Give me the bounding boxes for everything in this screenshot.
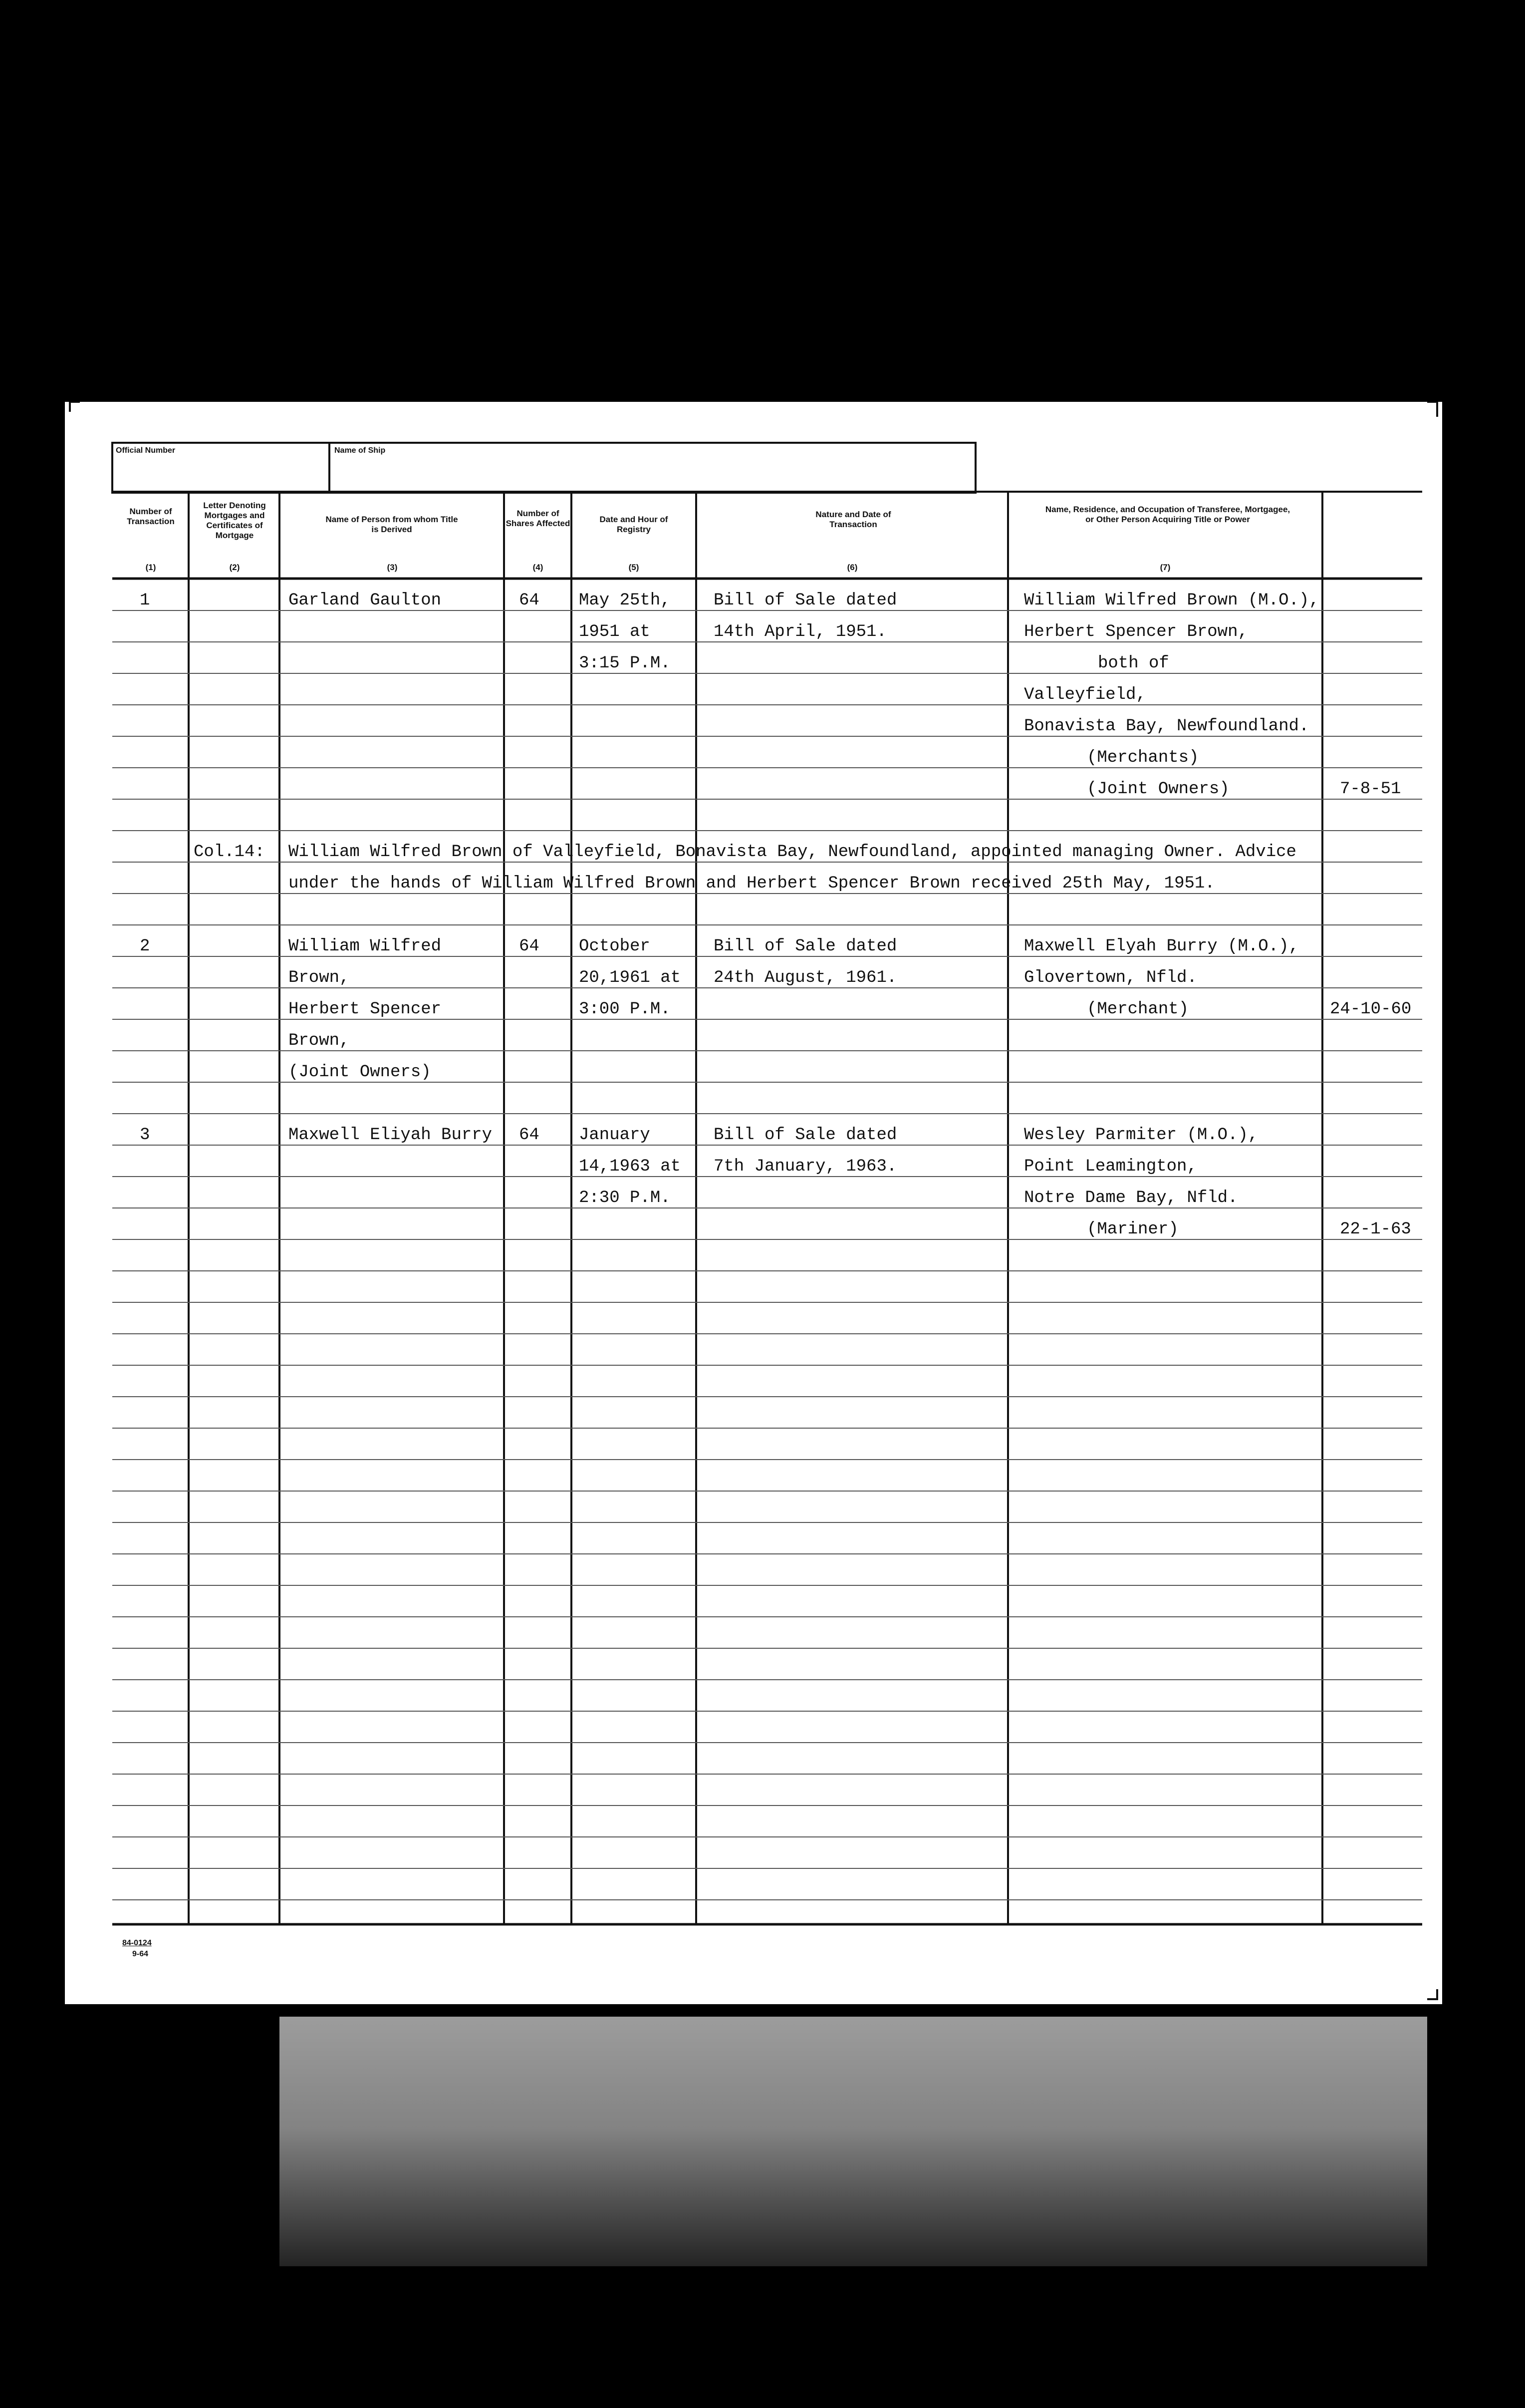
entry-2-shares: 64 bbox=[519, 937, 539, 956]
entry-2-nature-line: Bill of Sale dated bbox=[714, 937, 897, 956]
entry-3-registry-line: January bbox=[579, 1126, 650, 1145]
entry-1-registry-line: 3:15 P.M. bbox=[579, 654, 671, 673]
name-of-ship-label: Name of Ship bbox=[334, 446, 386, 455]
col-header-4: Number of Shares Affected bbox=[506, 509, 570, 528]
entry-3-shares: 64 bbox=[519, 1126, 539, 1145]
col-num-6: (6) bbox=[847, 563, 858, 572]
entry-3-transferee-line: Notre Dame Bay, Nfld. bbox=[1024, 1189, 1238, 1207]
entry-1-shares: 64 bbox=[519, 591, 539, 610]
entry-2-date-note: 24-10-60 bbox=[1330, 1000, 1412, 1019]
entry-3-nature-line: 7th January, 1963. bbox=[714, 1157, 897, 1176]
col-num-4: (4) bbox=[532, 563, 543, 572]
entry-2-transferee-line: Glovertown, Nfld. bbox=[1024, 968, 1197, 987]
col14-label: Col.14: bbox=[194, 843, 265, 862]
entry-1-transferee-line: (Merchants) bbox=[1087, 748, 1199, 767]
col-header-1: Number of Transaction bbox=[127, 507, 175, 526]
official-number-label: Official Number bbox=[116, 446, 176, 455]
entry-1-nature-line: 14th April, 1951. bbox=[714, 622, 887, 641]
entry-1-transferee-line: both of bbox=[1098, 654, 1169, 673]
entry-1-registry-line: May 25th, bbox=[579, 591, 671, 610]
entry-2-registry-line: October bbox=[579, 937, 650, 956]
entry-2-registry-line: 20,1961 at bbox=[579, 968, 681, 987]
entry-2-from-line: Brown, bbox=[288, 968, 350, 987]
entry-3-registry-line: 2:30 P.M. bbox=[579, 1189, 671, 1207]
entry-2-from-line: (Joint Owners) bbox=[288, 1063, 431, 1082]
entry-3-transferee-line: Wesley Parmiter (M.O.), bbox=[1024, 1126, 1259, 1145]
scan-shadow bbox=[279, 2017, 1427, 2266]
entry-3-number: 3 bbox=[140, 1126, 150, 1145]
col-num-5: (5) bbox=[628, 563, 639, 572]
col-num-3: (3) bbox=[387, 563, 398, 572]
form-date: 9-64 bbox=[132, 1950, 149, 1958]
col14-line-1: William Wilfred Brown of Valleyfield, Bonavista Bay, Newfoundland, appointed managing Owner. Advice bbox=[288, 843, 1296, 862]
col-header-6: Nature and Date of Transaction bbox=[815, 510, 891, 529]
col-header-5: Date and Hour of Registry bbox=[599, 515, 668, 534]
col-header-7: Name, Residence, and Occupation of Transferee, Mortgagee, or Other Person Acquiring Title or Power bbox=[1045, 505, 1290, 524]
col14-line-2: under the hands of William Wilfred Brown and Herbert Spencer Brown received 25th May, 1951. bbox=[288, 874, 1215, 893]
entry-2-nature-line: 24th August, 1961. bbox=[714, 968, 897, 987]
col-num-2: (2) bbox=[229, 563, 240, 572]
entry-2-number: 2 bbox=[140, 937, 150, 956]
entry-3-transferee-line: Point Leamington, bbox=[1024, 1157, 1197, 1176]
entry-1-from-line: Garland Gaulton bbox=[288, 591, 442, 610]
entry-1-date-note: 7-8-51 bbox=[1340, 780, 1401, 799]
entry-1-transferee-line: Valleyfield, bbox=[1024, 685, 1146, 704]
entry-2-registry-line: 3:00 P.M. bbox=[579, 1000, 671, 1019]
entry-1-nature-line: Bill of Sale dated bbox=[714, 591, 897, 610]
entry-1-transferee-line: Bonavista Bay, Newfoundland. bbox=[1024, 717, 1309, 736]
entry-2-from-line: William Wilfred bbox=[288, 937, 442, 956]
entry-1-number: 1 bbox=[140, 591, 150, 610]
entry-1-registry-line: 1951 at bbox=[579, 622, 650, 641]
entry-2-transferee-line: (Merchant) bbox=[1087, 1000, 1189, 1019]
entry-2-from-line: Brown, bbox=[288, 1031, 350, 1050]
ship-register-page bbox=[65, 402, 1442, 2004]
entry-1-transferee-line: (Joint Owners) bbox=[1087, 780, 1230, 799]
entry-1-transferee-line: Herbert Spencer Brown, bbox=[1024, 622, 1248, 641]
entry-2-transferee-line: Maxwell Elyah Burry (M.O.), bbox=[1024, 937, 1299, 956]
col-header-3: Name of Person from whom Title is Derived bbox=[325, 515, 458, 534]
entry-3-date-note: 22-1-63 bbox=[1340, 1220, 1411, 1239]
col-num-7: (7) bbox=[1160, 563, 1171, 572]
entry-1-transferee-line: William Wilfred Brown (M.O.), bbox=[1024, 591, 1319, 610]
col-header-2: Letter Denoting Mortgages and Certificates of Mortgage bbox=[203, 501, 266, 540]
col-num-1: (1) bbox=[145, 563, 156, 572]
entry-3-from-line: Maxwell Eliyah Burry bbox=[288, 1126, 493, 1145]
form-code: 84-0124 bbox=[122, 1939, 152, 1947]
entry-3-registry-line: 14,1963 at bbox=[579, 1157, 681, 1176]
entry-3-transferee-line: (Mariner) bbox=[1087, 1220, 1179, 1239]
entry-2-from-line: Herbert Spencer bbox=[288, 1000, 442, 1019]
entry-3-nature-line: Bill of Sale dated bbox=[714, 1126, 897, 1145]
